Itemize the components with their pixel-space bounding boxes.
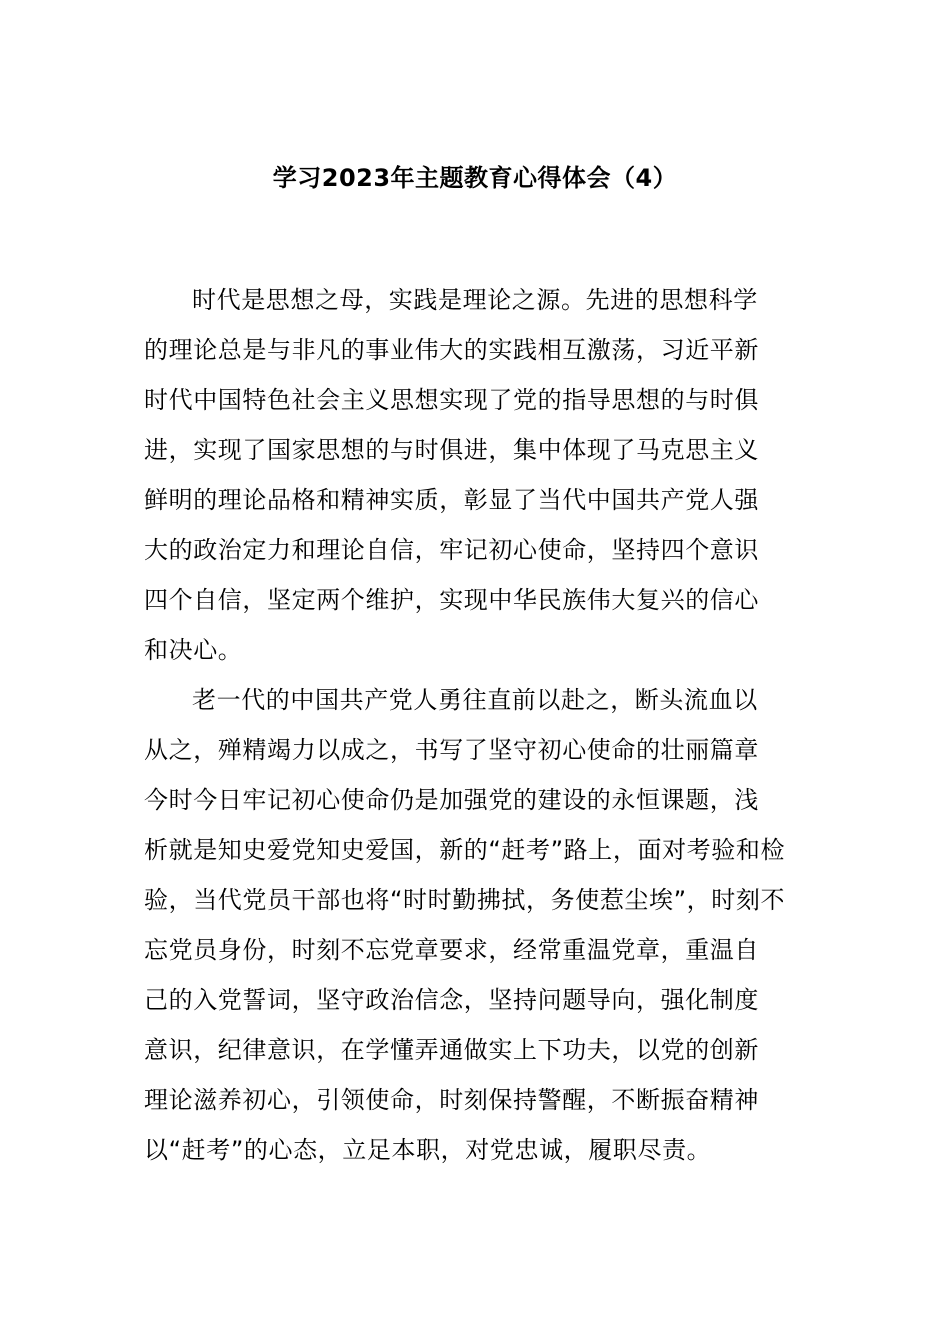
document-title: 学习2023年主题教育心得体会（4）: [272, 164, 678, 192]
paragraph-line: 和决心。: [144, 636, 243, 664]
paragraph-line: 的理论总是与非凡的事业伟大的实践相互激荡，习近平新: [144, 336, 759, 364]
paragraph-line: 鲜明的理论品格和精神实质，彰显了当代中国共产党人强: [144, 486, 759, 514]
paragraph-line: 老一代的中国共产党人勇往直前以赴之，断头流血以: [192, 686, 758, 714]
document-body: [144, 275, 806, 1175]
paragraph-line: 今时今日牢记初心使命仍是加强党的建设的永恒课题，浅: [144, 786, 759, 814]
paragraph-line: 己的入党誓词，坚守政治信念，坚持问题导向，强化制度: [144, 986, 759, 1014]
paragraph-line: 验，当代党员干部也将“时时勤拂拭，务使惹尘埃”，时刻不: [144, 886, 786, 914]
paragraph-line: 从之，殚精竭力以成之，书写了坚守初心使命的壮丽篇章: [144, 736, 759, 764]
paragraph-2: [144, 675, 806, 1175]
paragraph-line: 意识，纪律意识，在学懂弄通做实上下功夫，以党的创新: [144, 1036, 759, 1064]
paragraph-line: 理论滋养初心，引领使命，时刻保持警醒，不断振奋精神: [144, 1086, 759, 1114]
paragraph-line: 进，实现了国家思想的与时俱进，集中体现了马克思主义: [144, 436, 759, 464]
paragraph-line: 以“赶考”的心态，立足本职，对党忠诚，履职尽责。: [144, 1136, 712, 1164]
paragraph-1: [144, 275, 806, 675]
paragraph-line: 忘党员身份，时刻不忘党章要求，经常重温党章，重温自: [144, 936, 759, 964]
paragraph-line: 时代中国特色社会主义思想实现了党的指导思想的与时俱: [144, 386, 759, 414]
paragraph-line: 时代是思想之母，实践是理论之源。先进的思想科学: [192, 286, 758, 314]
paragraph-line: 四个自信，坚定两个维护，实现中华民族伟大复兴的信心: [144, 586, 759, 614]
paragraph-line: 析就是知史爱党知史爱国，新的“赶考”路上，面对考验和检: [144, 836, 786, 864]
paragraph-line: 大的政治定力和理论自信，牢记初心使命，坚持四个意识: [144, 536, 759, 564]
